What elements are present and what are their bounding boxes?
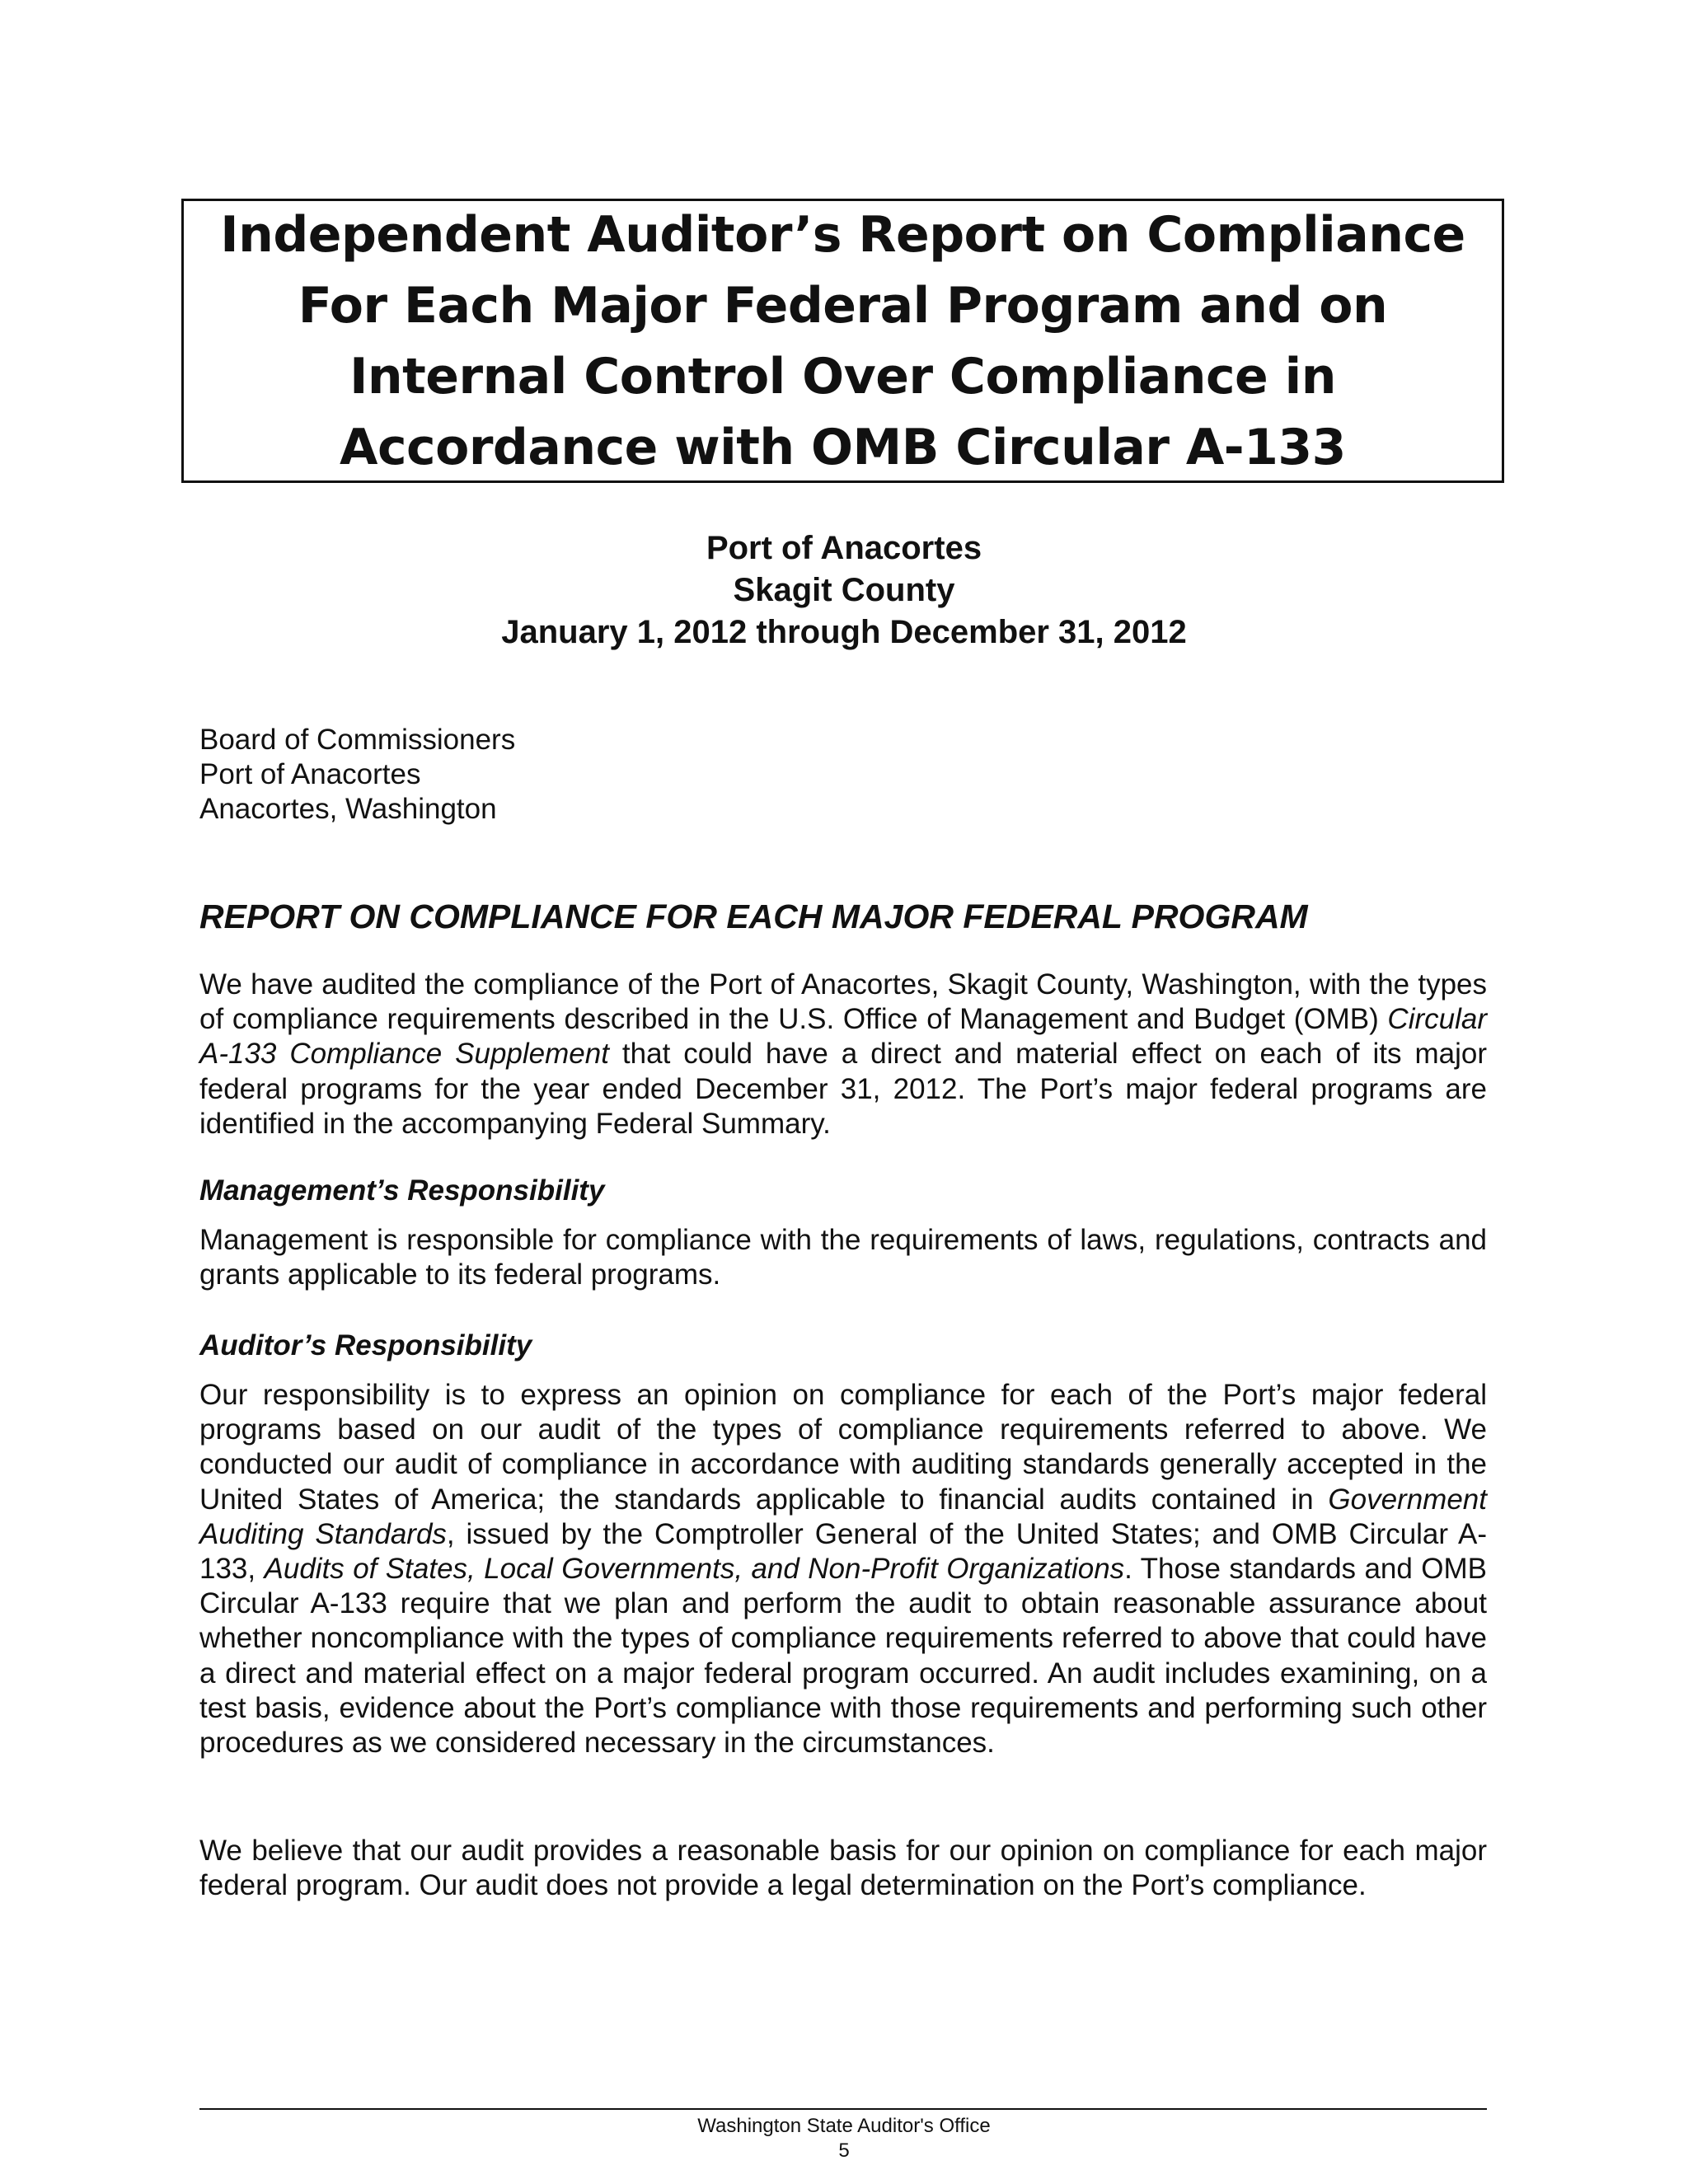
county-name: Skagit County: [733, 572, 955, 608]
report-title-line-4: Accordance with OMB Circular A-133: [340, 418, 1346, 476]
addressee-line-3: Anacortes, Washington: [199, 793, 497, 825]
management-paragraph: Management is responsible for compliance with the requirements of laws, regulations, contracts and grants applicable to its federal programs.: [199, 1224, 1487, 1291]
intro-paragraph: [199, 968, 1487, 1141]
section-heading: REPORT ON COMPLIANCE FOR EACH MAJOR FEDERAL PROGRAM: [199, 898, 1308, 935]
intro-text-2: that could have a direct and material effect on each of its major federal programs for the year ended December 31, 2012. The Port’s major federal programs are identified in the accompanying Federal Summary.: [199, 1038, 1487, 1140]
intro-italic-1: Circular A-133 Compliance Supplement: [199, 1003, 1487, 1071]
belief-paragraph: We believe that our audit provides a reasonable basis for our opinion on compliance for each major federal program. Our audit does not provide a legal determination on the Port’s compliance.: [199, 1835, 1487, 1902]
report-title-box: [181, 199, 1504, 483]
report-title-line-3: Internal Control Over Compliance in: [349, 347, 1336, 405]
management-heading: Management’s Responsibility: [199, 1174, 605, 1207]
addressee-line-2: Port of Anacortes: [199, 758, 421, 790]
entity-name: Port of Anacortes: [706, 530, 982, 566]
auditor-text-3: . Those standards and OMB Circular A-133 require that we plan and perform the audit to obtain reasonable assurance about whether noncompliance with the types of compliance requirements referred to above that could have a direct and material effect on a major federal program occurred. An audit includes examining, on a test basis, evidence about the Port’s compliance with those requirements and performing such other procedures as we considered necessary in the circumstances.: [199, 1553, 1487, 1760]
intro-text-1: We have audited the compliance of the Port of Anacortes, Skagit County, Washington, with the types of compliance requirements described in the U.S. Office of Management and Budget (OMB): [199, 968, 1487, 1036]
auditor-heading: Auditor’s Responsibility: [199, 1329, 532, 1361]
auditor-paragraph: [199, 1378, 1487, 1760]
auditor-text-2: , issued by the Comptroller General of the United States; and OMB Circular A-133,: [199, 1517, 1487, 1586]
report-title-line-2: For Each Major Federal Program and on: [298, 276, 1388, 335]
page-number: 5: [838, 2139, 850, 2162]
addressee-line-1: Board of Commissioners: [199, 724, 516, 756]
auditor-italic-2: Audits of States, Local Governments, and Non-Profit Organizations: [264, 1553, 1125, 1586]
report-title-line-1: Independent Auditor’s Report on Compliance: [220, 205, 1465, 264]
addressee-block: [199, 723, 515, 827]
footer-office: Washington State Auditor's Office: [697, 2115, 991, 2137]
page-footer: [0, 2114, 1688, 2163]
auditor-italic-1: Government Auditing Standards: [199, 1483, 1487, 1550]
entity-subheader: [0, 527, 1688, 654]
footer-divider: [199, 2108, 1487, 2110]
auditor-text-1: Our responsibility is to express an opinion on compliance for each of the Port’s major federal programs based on our audit of the types of compliance requirements referred to above. We conducted our audit of compliance in accordance with auditing standards generally accepted in the United States of America; the standards applicable to financial audits contained in: [199, 1379, 1487, 1516]
audit-period: January 1, 2012 through December 31, 2012: [501, 614, 1187, 650]
